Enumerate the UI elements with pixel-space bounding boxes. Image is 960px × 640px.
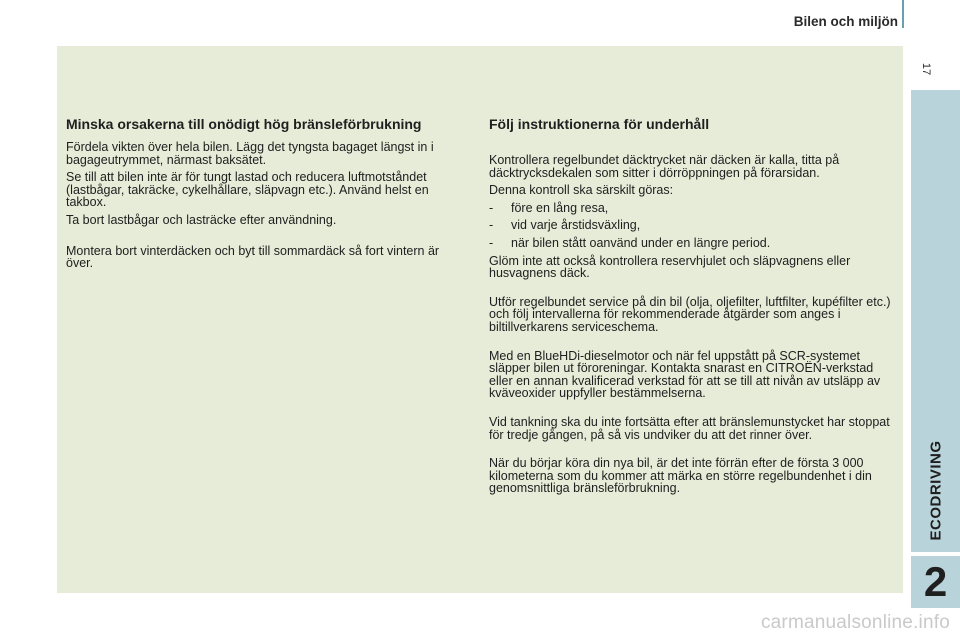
left-section-heading: Minska orsakerna till onödigt hög bränsleförbrukning [66, 116, 422, 132]
left-paragraph: Montera bort vinterdäcken och byt till sommardäck så fort vintern är över. [66, 243, 440, 271]
left-paragraph: Fördela vikten över hela bilen. Lägg det tyngsta bagaget längst in i bagageutrymmet, närmast baksätet. [66, 140, 434, 167]
chapter-label [905, 430, 960, 550]
left-column [66, 117, 466, 270]
right-column [489, 117, 894, 495]
list-item-text: när bilen stått oanvänd under en längre period. [511, 235, 771, 250]
list-marker: - [489, 218, 494, 233]
list-marker: - [489, 235, 494, 250]
right-paragraph: Utför regelbundet service på din bil (olja, oljefilter, luftfilter, kupéfilter etc.) och följ intervallerna för rekommenderade åtgärder som anges i biltillverkarens serviceschema. [489, 294, 891, 334]
right-paragraph: Vid tankning ska du inte fortsätta efter att bränslemunstycket har stoppat för tredje gången, på så vis undviker du att det rinner över. [489, 414, 890, 442]
left-paragraph: Se till att bilen inte är för tungt lastad och reducera luftmotståndet (lastbågar, takräcke, cykelhållare, släpvagn etc.). Använd helst en takbox. [66, 170, 429, 210]
right-paragraph: När du börjar köra din nya bil, är det inte förrän efter de första 3 000 kilometerna som du kommer att märka en större regelbundenhet i din genomsnittliga bränsleförbrukning. [489, 456, 872, 496]
list-item-text: före en lång resa, [511, 200, 609, 215]
watermark: carmanualsonline.info [760, 612, 950, 633]
list-item [489, 202, 894, 215]
left-paragraph: Ta bort lastbågar och lasträcke efter användning. [66, 212, 337, 227]
header-divider [902, 0, 904, 28]
list-item [489, 237, 894, 250]
page-number: 17 [920, 62, 932, 76]
chapter-label-text: ECODRIVING [927, 439, 945, 541]
right-section-heading: Följ instruktionerna för underhåll [489, 116, 710, 132]
right-intro-paragraph: Kontrollera regelbundet däcktrycket när däcken är kalla, titta på däcktrycksdekalen som sitter i dörröppningen på förarsidan. [489, 153, 840, 180]
list-marker: - [489, 200, 494, 215]
page-header-title: Bilen och miljön [793, 14, 898, 29]
list-item-text: vid varje årstidsväxling, [511, 218, 641, 233]
chapter-number: 2 [911, 556, 960, 608]
right-paragraph: Med en BlueHDi-dieselmotor och när fel uppstått på SCR-systemet släpper bilen ut föroreningar. Kontakta snarast en CITROËN-verkstad eller en annan kvalificerad verkstad för att se till att nivån av utsläpp av kväveoxider uppfyller bestämmelserna. [489, 348, 881, 401]
right-paragraph: Glöm inte att också kontrollera reservhjulet och släpvagnens eller husvagnens däck. [489, 253, 851, 281]
list-intro: Denna kontroll ska särskilt göras: [489, 183, 674, 198]
list-item [489, 219, 894, 232]
